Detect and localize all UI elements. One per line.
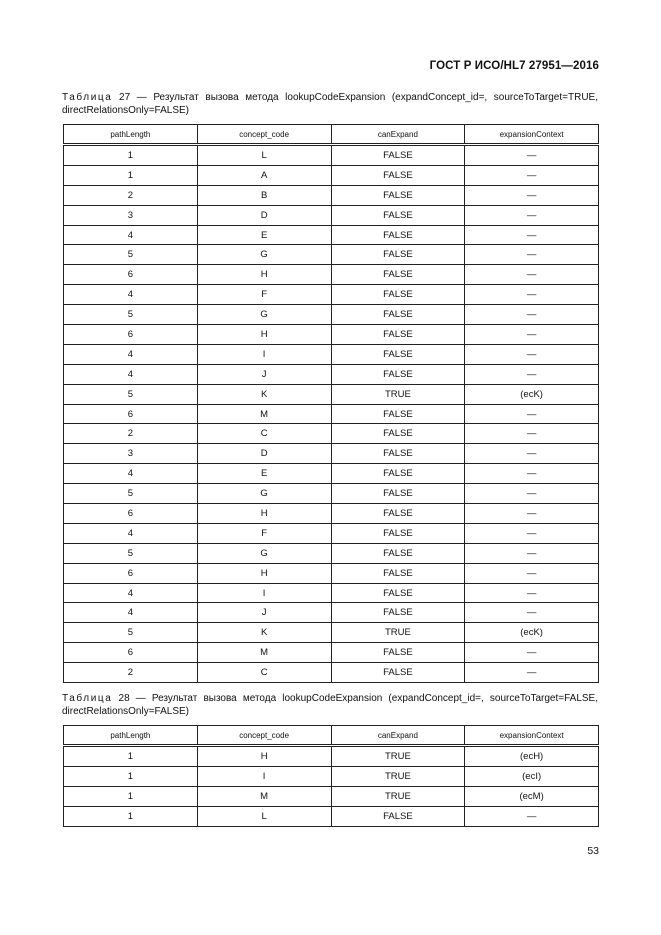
table-row bbox=[64, 165, 599, 185]
table-cell: H bbox=[197, 563, 331, 583]
table-cell: FALSE bbox=[331, 225, 465, 245]
table-cell: — bbox=[465, 484, 599, 504]
table-cell: 5 bbox=[64, 245, 198, 265]
table-row bbox=[64, 543, 599, 563]
table-row bbox=[64, 145, 599, 166]
table-row bbox=[64, 504, 599, 524]
table-cell: — bbox=[465, 285, 599, 305]
table27-header-row bbox=[64, 125, 599, 145]
table-cell: J bbox=[197, 603, 331, 623]
table-cell: (ecH) bbox=[465, 746, 599, 767]
table-cell: FALSE bbox=[331, 563, 465, 583]
table-row bbox=[64, 384, 599, 404]
table-cell: 6 bbox=[64, 265, 198, 285]
table-cell: 1 bbox=[64, 766, 198, 786]
column-header: canExpand bbox=[331, 726, 465, 746]
table-cell: K bbox=[197, 623, 331, 643]
table-cell: J bbox=[197, 364, 331, 384]
column-header: concept_code bbox=[197, 125, 331, 145]
table-cell: B bbox=[197, 185, 331, 205]
table-cell: — bbox=[465, 205, 599, 225]
table-row bbox=[64, 404, 599, 424]
table-cell: FALSE bbox=[331, 265, 465, 285]
table-cell: H bbox=[197, 504, 331, 524]
table-row bbox=[64, 185, 599, 205]
table-cell: FALSE bbox=[331, 583, 465, 603]
table-cell: — bbox=[465, 806, 599, 826]
table-cell: FALSE bbox=[331, 165, 465, 185]
table-cell: 4 bbox=[64, 364, 198, 384]
table-cell: — bbox=[465, 643, 599, 663]
table-cell: M bbox=[197, 786, 331, 806]
table-cell: 1 bbox=[64, 806, 198, 826]
table-row bbox=[64, 245, 599, 265]
table-cell: 4 bbox=[64, 344, 198, 364]
table-row bbox=[64, 583, 599, 603]
table-cell: 1 bbox=[64, 786, 198, 806]
table-cell: FALSE bbox=[331, 245, 465, 265]
table-cell: FALSE bbox=[331, 364, 465, 384]
table-cell: — bbox=[465, 165, 599, 185]
table-cell: FALSE bbox=[331, 185, 465, 205]
table-cell: 5 bbox=[64, 305, 198, 325]
table-cell: 4 bbox=[64, 583, 198, 603]
table-cell: K bbox=[197, 384, 331, 404]
table-cell: TRUE bbox=[331, 766, 465, 786]
table28-caption-lead: Таблица bbox=[62, 693, 113, 704]
table-cell: 4 bbox=[64, 603, 198, 623]
table28-caption-text: 28 — Результат вызова метода lookupCodeExpansion (expandConcept_id=, sourceToTarget=FALSE, bbox=[118, 693, 598, 704]
table-cell: FALSE bbox=[331, 464, 465, 484]
table-cell: H bbox=[197, 325, 331, 345]
table-row bbox=[64, 643, 599, 663]
table-row bbox=[64, 786, 599, 806]
table-row bbox=[64, 265, 599, 285]
table-cell: FALSE bbox=[331, 344, 465, 364]
table-cell: E bbox=[197, 464, 331, 484]
table-row bbox=[64, 484, 599, 504]
table-cell: — bbox=[465, 265, 599, 285]
table-cell: — bbox=[465, 663, 599, 683]
table-cell: FALSE bbox=[331, 285, 465, 305]
page-number: 53 bbox=[587, 845, 599, 857]
table-cell: 1 bbox=[64, 746, 198, 767]
table-row bbox=[64, 746, 599, 767]
table-cell: — bbox=[465, 504, 599, 524]
table-cell: (ecI) bbox=[465, 766, 599, 786]
table-row bbox=[64, 325, 599, 345]
table-cell: D bbox=[197, 444, 331, 464]
table-cell: H bbox=[197, 265, 331, 285]
table-cell: — bbox=[465, 603, 599, 623]
column-header: concept_code bbox=[197, 726, 331, 746]
table-cell: L bbox=[197, 145, 331, 166]
table28-header-row bbox=[64, 726, 599, 746]
table-cell: G bbox=[197, 305, 331, 325]
table-cell: — bbox=[465, 583, 599, 603]
table-cell: 2 bbox=[64, 424, 198, 444]
table-cell: 6 bbox=[64, 643, 198, 663]
table-cell: E bbox=[197, 225, 331, 245]
table-cell: 6 bbox=[64, 504, 198, 524]
table-row bbox=[64, 305, 599, 325]
table-cell: — bbox=[465, 344, 599, 364]
table-cell: — bbox=[465, 464, 599, 484]
page-header-standard: ГОСТ Р ИСО/HL7 27951—2016 bbox=[429, 60, 599, 72]
table-cell: FALSE bbox=[331, 504, 465, 524]
table-cell: FALSE bbox=[331, 444, 465, 464]
table28-caption-line2: directRelationsOnly=FALSE) bbox=[62, 705, 190, 717]
table-cell: M bbox=[197, 643, 331, 663]
table27-caption bbox=[62, 92, 598, 117]
table-row bbox=[64, 766, 599, 786]
table-cell: FALSE bbox=[331, 205, 465, 225]
table-cell: G bbox=[197, 245, 331, 265]
table-row bbox=[64, 424, 599, 444]
table-cell: I bbox=[197, 583, 331, 603]
table-cell: FALSE bbox=[331, 305, 465, 325]
table-row bbox=[64, 364, 599, 384]
column-header: expansionContext bbox=[465, 125, 599, 145]
table-cell: (ecK) bbox=[465, 384, 599, 404]
table-cell: 4 bbox=[64, 225, 198, 245]
table-cell: — bbox=[465, 305, 599, 325]
table-cell: G bbox=[197, 543, 331, 563]
table-row bbox=[64, 663, 599, 683]
table-cell: 2 bbox=[64, 185, 198, 205]
table-cell: (ecM) bbox=[465, 786, 599, 806]
table-cell: FALSE bbox=[331, 404, 465, 424]
table27-caption-line2: directRelationsOnly=FALSE) bbox=[62, 104, 190, 116]
table-cell: FALSE bbox=[331, 543, 465, 563]
column-header: pathLength bbox=[64, 125, 198, 145]
table-cell: F bbox=[197, 523, 331, 543]
table-cell: 4 bbox=[64, 285, 198, 305]
table-cell: 4 bbox=[64, 523, 198, 543]
table-cell: — bbox=[465, 145, 599, 166]
table-row bbox=[64, 225, 599, 245]
table-row bbox=[64, 523, 599, 543]
table-cell: 3 bbox=[64, 444, 198, 464]
table-cell: FALSE bbox=[331, 145, 465, 166]
table-cell: TRUE bbox=[331, 786, 465, 806]
table-row bbox=[64, 806, 599, 826]
table-cell: 1 bbox=[64, 145, 198, 166]
table-row bbox=[64, 464, 599, 484]
table-cell: — bbox=[465, 325, 599, 345]
table-cell: 2 bbox=[64, 663, 198, 683]
table-cell: I bbox=[197, 766, 331, 786]
table-cell: (ecK) bbox=[465, 623, 599, 643]
table-row bbox=[64, 205, 599, 225]
table-cell: FALSE bbox=[331, 484, 465, 504]
table-cell: G bbox=[197, 484, 331, 504]
table-cell: 5 bbox=[64, 623, 198, 643]
table-row bbox=[64, 444, 599, 464]
table-cell: L bbox=[197, 806, 331, 826]
table-cell: 5 bbox=[64, 543, 198, 563]
table-cell: — bbox=[465, 523, 599, 543]
table-cell: TRUE bbox=[331, 384, 465, 404]
table-cell: — bbox=[465, 563, 599, 583]
table-row bbox=[64, 623, 599, 643]
table-cell: — bbox=[465, 424, 599, 444]
table-cell: — bbox=[465, 364, 599, 384]
table-cell: — bbox=[465, 185, 599, 205]
column-header: expansionContext bbox=[465, 726, 599, 746]
column-header: pathLength bbox=[64, 726, 198, 746]
table-cell: — bbox=[465, 543, 599, 563]
table-cell: FALSE bbox=[331, 424, 465, 444]
table-cell: D bbox=[197, 205, 331, 225]
table-cell: — bbox=[465, 444, 599, 464]
table-cell: C bbox=[197, 424, 331, 444]
table28 bbox=[63, 725, 599, 827]
table-cell: 6 bbox=[64, 563, 198, 583]
table-cell: 6 bbox=[64, 325, 198, 345]
table-cell: M bbox=[197, 404, 331, 424]
table-cell: FALSE bbox=[331, 325, 465, 345]
table-cell: 4 bbox=[64, 464, 198, 484]
table-row bbox=[64, 603, 599, 623]
table28-caption bbox=[62, 693, 598, 718]
table-cell: H bbox=[197, 746, 331, 767]
table27-caption-text: 27 — Результат вызова метода lookupCodeExpansion (expandConcept_id=, sourceToTarget=TRUE, bbox=[119, 92, 598, 103]
table-cell: FALSE bbox=[331, 603, 465, 623]
table27 bbox=[63, 124, 599, 683]
table-cell: I bbox=[197, 344, 331, 364]
table-cell: 3 bbox=[64, 205, 198, 225]
table-cell: 5 bbox=[64, 484, 198, 504]
table-cell: — bbox=[465, 225, 599, 245]
table-cell: 1 bbox=[64, 165, 198, 185]
table-cell: 6 bbox=[64, 404, 198, 424]
table-cell: FALSE bbox=[331, 663, 465, 683]
table-cell: — bbox=[465, 404, 599, 424]
table27-caption-lead: Таблица bbox=[62, 92, 113, 103]
table-cell: A bbox=[197, 165, 331, 185]
table-cell: C bbox=[197, 663, 331, 683]
table-cell: TRUE bbox=[331, 623, 465, 643]
table-cell: FALSE bbox=[331, 643, 465, 663]
table-cell: FALSE bbox=[331, 523, 465, 543]
table-cell: 5 bbox=[64, 384, 198, 404]
table-row bbox=[64, 563, 599, 583]
table-row bbox=[64, 344, 599, 364]
column-header: canExpand bbox=[331, 125, 465, 145]
table-cell: FALSE bbox=[331, 806, 465, 826]
table-cell: — bbox=[465, 245, 599, 265]
table-cell: F bbox=[197, 285, 331, 305]
table-row bbox=[64, 285, 599, 305]
table-cell: TRUE bbox=[331, 746, 465, 767]
